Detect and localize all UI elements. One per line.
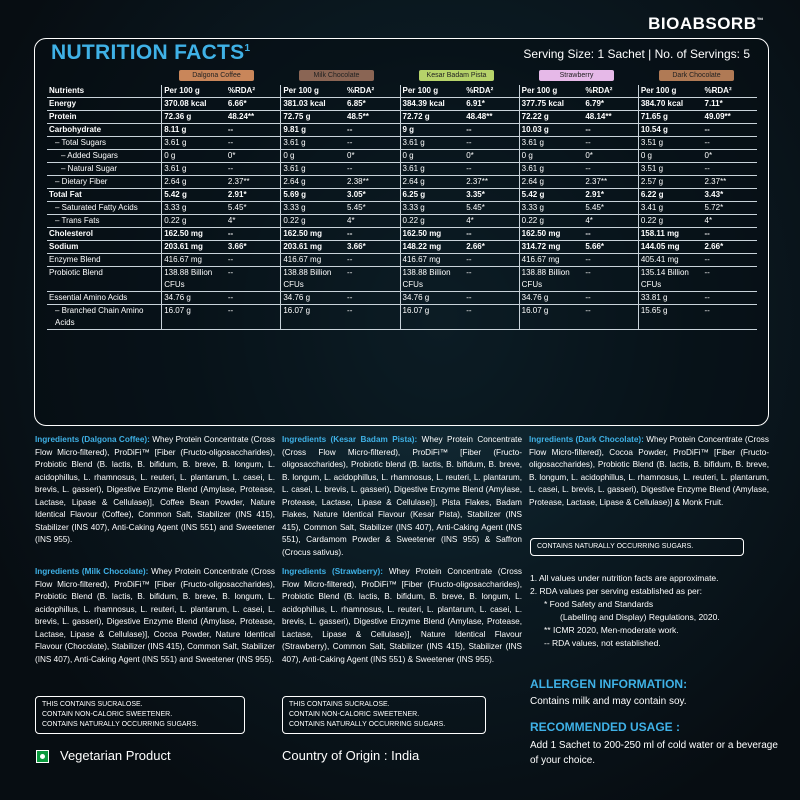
value-rda: -- [345, 254, 400, 267]
value-rda: -- [703, 254, 758, 267]
header-rda: %RDA² [226, 85, 281, 98]
flavor-header-3: Strawberry [539, 70, 614, 81]
value-per100: 144.05 mg [638, 241, 702, 254]
value-rda: -- [226, 267, 281, 292]
value-rda: -- [464, 124, 519, 137]
value-rda: 2.37** [703, 176, 758, 189]
value-per100: 3.61 g [281, 163, 345, 176]
value-rda: -- [464, 254, 519, 267]
vegetarian-label: Vegetarian Product [60, 748, 171, 763]
value-per100: 138.88 Billion CFUs [162, 267, 226, 292]
value-per100: 158.11 mg [638, 228, 702, 241]
value-rda: 0* [583, 150, 638, 163]
nutrient-name: – Natural Sugar [47, 163, 162, 176]
value-rda: 3.35* [464, 189, 519, 202]
value-per100: 16.07 g [519, 305, 583, 330]
value-rda: 6.91* [464, 98, 519, 111]
nutrient-name: – Dietary Fiber [47, 176, 162, 189]
value-per100: 0 g [519, 150, 583, 163]
value-per100: 16.07 g [400, 305, 464, 330]
value-per100: 2.64 g [519, 176, 583, 189]
value-per100: 0.22 g [162, 215, 226, 228]
value-per100: 405.41 mg [638, 254, 702, 267]
value-rda: -- [345, 267, 400, 292]
value-per100: 3.33 g [400, 202, 464, 215]
value-rda: 3.05* [345, 189, 400, 202]
value-per100: 9 g [400, 124, 464, 137]
value-rda: 0* [703, 150, 758, 163]
table-row [47, 254, 757, 267]
value-per100: 8.11 g [162, 124, 226, 137]
value-per100: 2.57 g [638, 176, 702, 189]
table-header-row [47, 85, 757, 98]
value-rda: -- [226, 292, 281, 305]
value-rda: -- [226, 305, 281, 330]
value-per100: 0 g [281, 150, 345, 163]
nutrient-name: Energy [47, 98, 162, 111]
value-per100: 3.61 g [400, 137, 464, 150]
flavor-header-2: Kesar Badam Pista [419, 70, 494, 81]
value-per100: 162.50 mg [400, 228, 464, 241]
value-rda: -- [464, 228, 519, 241]
table-row [47, 228, 757, 241]
value-rda: 2.91* [583, 189, 638, 202]
value-rda: -- [226, 228, 281, 241]
value-rda: 2.91* [226, 189, 281, 202]
value-per100: 2.64 g [400, 176, 464, 189]
value-rda: -- [703, 124, 758, 137]
nutrient-name: Carbohydrate [47, 124, 162, 137]
value-rda: 7.11* [703, 98, 758, 111]
value-per100: 5.69 g [281, 189, 345, 202]
value-per100: 135.14 Billion CFUs [638, 267, 702, 292]
value-rda: -- [345, 305, 400, 330]
value-per100: 138.88 Billion CFUs [281, 267, 345, 292]
value-rda: -- [226, 163, 281, 176]
value-per100: 34.76 g [162, 292, 226, 305]
value-rda: 3.66* [345, 241, 400, 254]
header-per100: Per 100 g [281, 85, 345, 98]
ingredients-strawberry: Ingredients (Strawberry): Whey Protein Concentrate (Cross Flow Micro-filtered), ProDiFi™ [Fiber (Fructo-oligosaccharides), Probiotic Blend (B. lactis, B. bifidum, B. breve, B. longum, L. acidophillus, L. rhamnosus, L. reuteri, L. plantarum, L. casei, L. brevis, L. gasseri), Digestive Enzyme Blend (Amylase, Protease, Lactase, Lipase & Cellulase)], Nature Identical Flavour (Strawberry), Common Salt, Stabilizer (INS 415), Stabilizer (INS 407), Anti-Caking Agent (INS 551) & Sweetener (INS 955). [282, 567, 523, 664]
value-per100: 0.22 g [281, 215, 345, 228]
table-row [47, 292, 757, 305]
nutrient-name: – Added Sugars [47, 150, 162, 163]
table-row [47, 267, 757, 292]
value-per100: 16.07 g [281, 305, 345, 330]
value-rda: -- [703, 163, 758, 176]
value-per100: 72.72 g [400, 111, 464, 124]
value-rda: 2.37** [583, 176, 638, 189]
value-per100: 5.42 g [162, 189, 226, 202]
flavor-header-1: Milk Chocolate [299, 70, 374, 81]
value-per100: 370.08 kcal [162, 98, 226, 111]
value-rda: 0* [226, 150, 281, 163]
table-row [47, 305, 757, 330]
value-rda: -- [583, 254, 638, 267]
usage-text: Add 1 Sachet to 200-250 ml of cold water or a beverage of your choice. [530, 740, 778, 766]
value-per100: 2.64 g [162, 176, 226, 189]
value-rda: 4* [703, 215, 758, 228]
header-per100: Per 100 g [519, 85, 583, 98]
value-per100: 384.70 kcal [638, 98, 702, 111]
value-per100: 0 g [162, 150, 226, 163]
value-rda: -- [345, 137, 400, 150]
value-rda: -- [583, 267, 638, 292]
value-rda: 0* [464, 150, 519, 163]
value-per100: 15.65 g [638, 305, 702, 330]
table-row [47, 241, 757, 254]
value-rda: 6.85* [345, 98, 400, 111]
brand-logo: BIOABSORB™ [648, 14, 764, 33]
value-rda: -- [703, 228, 758, 241]
sugar-note-box: CONTAINS NATURALLY OCCURRING SUGARS. [530, 538, 744, 556]
nutrient-name: – Total Sugars [47, 137, 162, 150]
value-per100: 3.61 g [162, 163, 226, 176]
value-rda: -- [703, 267, 758, 292]
nutrient-name: Cholesterol [47, 228, 162, 241]
value-rda: -- [583, 163, 638, 176]
value-rda: -- [583, 305, 638, 330]
value-rda: 6.66* [226, 98, 281, 111]
value-per100: 3.61 g [281, 137, 345, 150]
value-rda: -- [226, 124, 281, 137]
value-per100: 416.67 mg [281, 254, 345, 267]
header-per100: Per 100 g [400, 85, 464, 98]
nutrient-name: – Trans Fats [47, 215, 162, 228]
value-per100: 0 g [638, 150, 702, 163]
value-rda: 2.37** [226, 176, 281, 189]
value-per100: 162.50 mg [281, 228, 345, 241]
value-rda: 49.09** [703, 111, 758, 124]
value-per100: 34.76 g [400, 292, 464, 305]
value-per100: 71.65 g [638, 111, 702, 124]
value-per100: 10.03 g [519, 124, 583, 137]
footnotes: 1. All values under nutrition facts are approximate. 2. RDA values per serving established as per: * Food Safety and Standards (Labelling and Display) Regulations, 2020. ** ICMR 2020, Men-moderate work. -- RDA values, not established. [530, 573, 720, 648]
table-row [47, 150, 757, 163]
value-per100: 416.67 mg [162, 254, 226, 267]
value-per100: 314.72 mg [519, 241, 583, 254]
value-per100: 10.54 g [638, 124, 702, 137]
header-rda: %RDA² [703, 85, 758, 98]
value-per100: 72.36 g [162, 111, 226, 124]
ingredients-milk-chocolate: Ingredients (Milk Chocolate): Whey Protein Concentrate (Cross Flow Micro-filtered), ProDiFi™ [Fiber (Fructo-oligosaccharides), Probiotic Blend (B. lactis, B. bifidum, B. breve, B. longum, L. acidophillus, L. rhamnosus, L. reuteri, L. plantarum, L. casei, L. brevis, L. gasseri), Digestive Enzyme Blend (Amylase, Protease, Lactase, Lipase & Cellulase)], Cocoa Powder, Nature Identical Flavour (Chocolate), Stabilizer (INS 415), Common Salt, Stabilizer (INS 407), Anti-Caking Agent (INS 551) and Sweetener (INS 955). [35, 567, 276, 664]
value-rda: 2.37** [464, 176, 519, 189]
allergen-text: Contains milk and may contain soy. [530, 696, 687, 707]
value-rda: -- [345, 228, 400, 241]
ingredients-dalgona: Ingredients (Dalgona Coffee): Whey Protein Concentrate (Cross Flow Micro-filtered), ProDiFi™ [Fiber (Fructo-oligosaccharides), Probiotic Blend (B. lactis, B. bifidum, B. breve, B. longum, L. acidophillus, L. rhamnosus, L. reuteri, L. plantarum, L. casei, L. brevis, L. gasseri), Digestive Enzyme Blend (Amylase, Protease, Lactase, Lipase & Cellulase)], Coffee Bean Powder, Nature Identical Flavour (Coffee), Common Salt, Stabilizer (INS 415), Stabilizer (INS 407), Anti-Caking Agent (INS 551) and Sweetener (INS 955). [35, 435, 275, 544]
value-per100: 3.51 g [638, 163, 702, 176]
usage-heading: RECOMMENDED USAGE : [530, 720, 681, 734]
value-rda: 48.5** [345, 111, 400, 124]
table-row [47, 98, 757, 111]
table-row [47, 215, 757, 228]
header-per100: Per 100 g [162, 85, 226, 98]
value-rda: 4* [345, 215, 400, 228]
table-row [47, 189, 757, 202]
flavor-header-0: Dalgona Coffee [179, 70, 254, 81]
value-rda: -- [464, 163, 519, 176]
sweetener-note-box-2: THIS CONTAINS SUCRALOSE. CONTAIN NON-CALORIC SWEETENER. CONTAINS NATURALLY OCCURRING SUGARS. [282, 696, 486, 734]
ingredients-kesar: Ingredients (Kesar Badam Pista): Whey Protein Concentrate (Cross Flow Micro-filtered), ProDiFi™ [Fiber (Fructo-oligosaccharides), Probiotic blend (B. lactis, B. bifidum, B. breve, B. longum, L. acidophillus, L. rhamnosus, L. reuteri, L. plantarum, L. casei, L. brevis, L. gasseri), Digestive Enzyme Blend (Amylase, Protease, Lactase, Lipase & Cellulase)], Pista Flakes, Badam Flakes, Nature Identical Flavour (Kesar Pista), Stabilizer (INS 415), Common Salt, Stabilizer (INS 407), Anti-Caking Agent (INS 551), Cardamom Powder & Sweetener (INS 955) & Saffron (Crocus sativus). [282, 435, 523, 557]
value-per100: 3.51 g [638, 137, 702, 150]
value-per100: 384.39 kcal [400, 98, 464, 111]
value-rda: 5.45* [226, 202, 281, 215]
value-per100: 3.33 g [281, 202, 345, 215]
value-per100: 203.61 mg [281, 241, 345, 254]
value-rda: -- [703, 137, 758, 150]
value-per100: 416.67 mg [400, 254, 464, 267]
table-row [47, 124, 757, 137]
allergen-heading: ALLERGEN INFORMATION: [530, 677, 688, 691]
value-rda: -- [345, 124, 400, 137]
value-rda: 5.45* [345, 202, 400, 215]
value-rda: -- [226, 137, 281, 150]
value-per100: 0.22 g [519, 215, 583, 228]
value-per100: 148.22 mg [400, 241, 464, 254]
table-row [47, 176, 757, 189]
value-per100: 6.22 g [638, 189, 702, 202]
value-rda: 5.45* [583, 202, 638, 215]
flavor-header-4: Dark Chocolate [659, 70, 734, 81]
value-rda: 4* [226, 215, 281, 228]
value-rda: -- [464, 292, 519, 305]
table-row [47, 137, 757, 150]
value-rda: -- [464, 305, 519, 330]
value-rda: 48.48** [464, 111, 519, 124]
table-row [47, 202, 757, 215]
value-per100: 34.76 g [519, 292, 583, 305]
vegetarian-icon [36, 750, 49, 763]
value-per100: 0.22 g [400, 215, 464, 228]
value-per100: 162.50 mg [162, 228, 226, 241]
value-rda: -- [464, 137, 519, 150]
value-per100: 3.33 g [519, 202, 583, 215]
value-rda: 5.72* [703, 202, 758, 215]
value-per100: 3.61 g [519, 163, 583, 176]
value-rda: -- [583, 292, 638, 305]
value-per100: 0 g [400, 150, 464, 163]
value-rda: -- [583, 228, 638, 241]
value-per100: 0.22 g [638, 215, 702, 228]
value-per100: 3.41 g [638, 202, 702, 215]
value-rda: 2.38** [345, 176, 400, 189]
header-per100: Per 100 g [638, 85, 702, 98]
table-row [47, 111, 757, 124]
nutrient-name: Probiotic Blend [47, 267, 162, 292]
serving-info: Serving Size: 1 Sachet | No. of Servings: 5 [523, 47, 750, 61]
value-per100: 2.64 g [281, 176, 345, 189]
value-per100: 3.33 g [162, 202, 226, 215]
value-rda: -- [464, 267, 519, 292]
header-rda: %RDA² [464, 85, 519, 98]
value-per100: 416.67 mg [519, 254, 583, 267]
value-rda: -- [703, 305, 758, 330]
value-rda: 48.24** [226, 111, 281, 124]
value-rda: 5.66* [583, 241, 638, 254]
nutrition-panel [34, 38, 769, 426]
nutrient-name: Essential Amino Acids [47, 292, 162, 305]
value-rda: 4* [464, 215, 519, 228]
value-per100: 377.75 kcal [519, 98, 583, 111]
header-nutrients: Nutrients [47, 85, 162, 98]
value-rda: -- [583, 137, 638, 150]
country-of-origin: Country of Origin : India [282, 748, 420, 763]
value-rda: -- [345, 163, 400, 176]
value-rda: 3.66* [226, 241, 281, 254]
header-rda: %RDA² [345, 85, 400, 98]
header-rda: %RDA² [583, 85, 638, 98]
value-rda: -- [703, 292, 758, 305]
value-per100: 6.25 g [400, 189, 464, 202]
value-per100: 3.61 g [519, 137, 583, 150]
value-per100: 16.07 g [162, 305, 226, 330]
nutrient-name: Protein [47, 111, 162, 124]
value-rda: 48.14** [583, 111, 638, 124]
sweetener-note-box: THIS CONTAINS SUCRALOSE. CONTAIN NON-CALORIC SWEETENER. CONTAINS NATURALLY OCCURRING SUGARS. [35, 696, 245, 734]
value-per100: 5.42 g [519, 189, 583, 202]
nutrient-name: Total Fat [47, 189, 162, 202]
nutrient-name: – Branched Chain Amino Acids [47, 305, 162, 330]
nutrient-name: – Saturated Fatty Acids [47, 202, 162, 215]
panel-title: NUTRITION FACTS$^1$ [51, 41, 251, 64]
value-rda: -- [226, 254, 281, 267]
value-per100: 381.03 kcal [281, 98, 345, 111]
value-per100: 72.22 g [519, 111, 583, 124]
nutrient-name: Enzyme Blend [47, 254, 162, 267]
table-row [47, 163, 757, 176]
value-rda: 0* [345, 150, 400, 163]
value-per100: 138.88 Billion CFUs [519, 267, 583, 292]
value-per100: 72.75 g [281, 111, 345, 124]
value-per100: 34.76 g [281, 292, 345, 305]
value-rda: -- [345, 292, 400, 305]
ingredients-dark-chocolate: Ingredients (Dark Chocolate): Whey Protein Concentrate (Cross Flow Micro-filtered), Cocoa Powder, ProDiFi™ [Fiber (Fructo-oligosaccharides), Probiotic Blend (B. lactis, B. bifidum, B. breve, B. longum, L. acidophillus, L. rhamnosus, L. reuteri, L. plantarum, L. casei, L. brevis, L. gasseri), Digestive Enzyme Blend (Amylase, Protease, Lactase, Lipase & Cellulase)] & Monk Fruit. [529, 435, 769, 507]
value-per100: 138.88 Billion CFUs [400, 267, 464, 292]
value-rda: 2.66* [464, 241, 519, 254]
nutrient-name: Sodium [47, 241, 162, 254]
value-rda: 4* [583, 215, 638, 228]
value-rda: -- [583, 124, 638, 137]
value-per100: 9.81 g [281, 124, 345, 137]
value-per100: 203.61 mg [162, 241, 226, 254]
value-rda: 6.79* [583, 98, 638, 111]
nutrition-table [47, 85, 757, 330]
value-per100: 162.50 mg [519, 228, 583, 241]
value-per100: 3.61 g [400, 163, 464, 176]
value-per100: 3.61 g [162, 137, 226, 150]
value-per100: 33.81 g [638, 292, 702, 305]
value-rda: 5.45* [464, 202, 519, 215]
value-rda: 2.66* [703, 241, 758, 254]
value-rda: 3.43* [703, 189, 758, 202]
